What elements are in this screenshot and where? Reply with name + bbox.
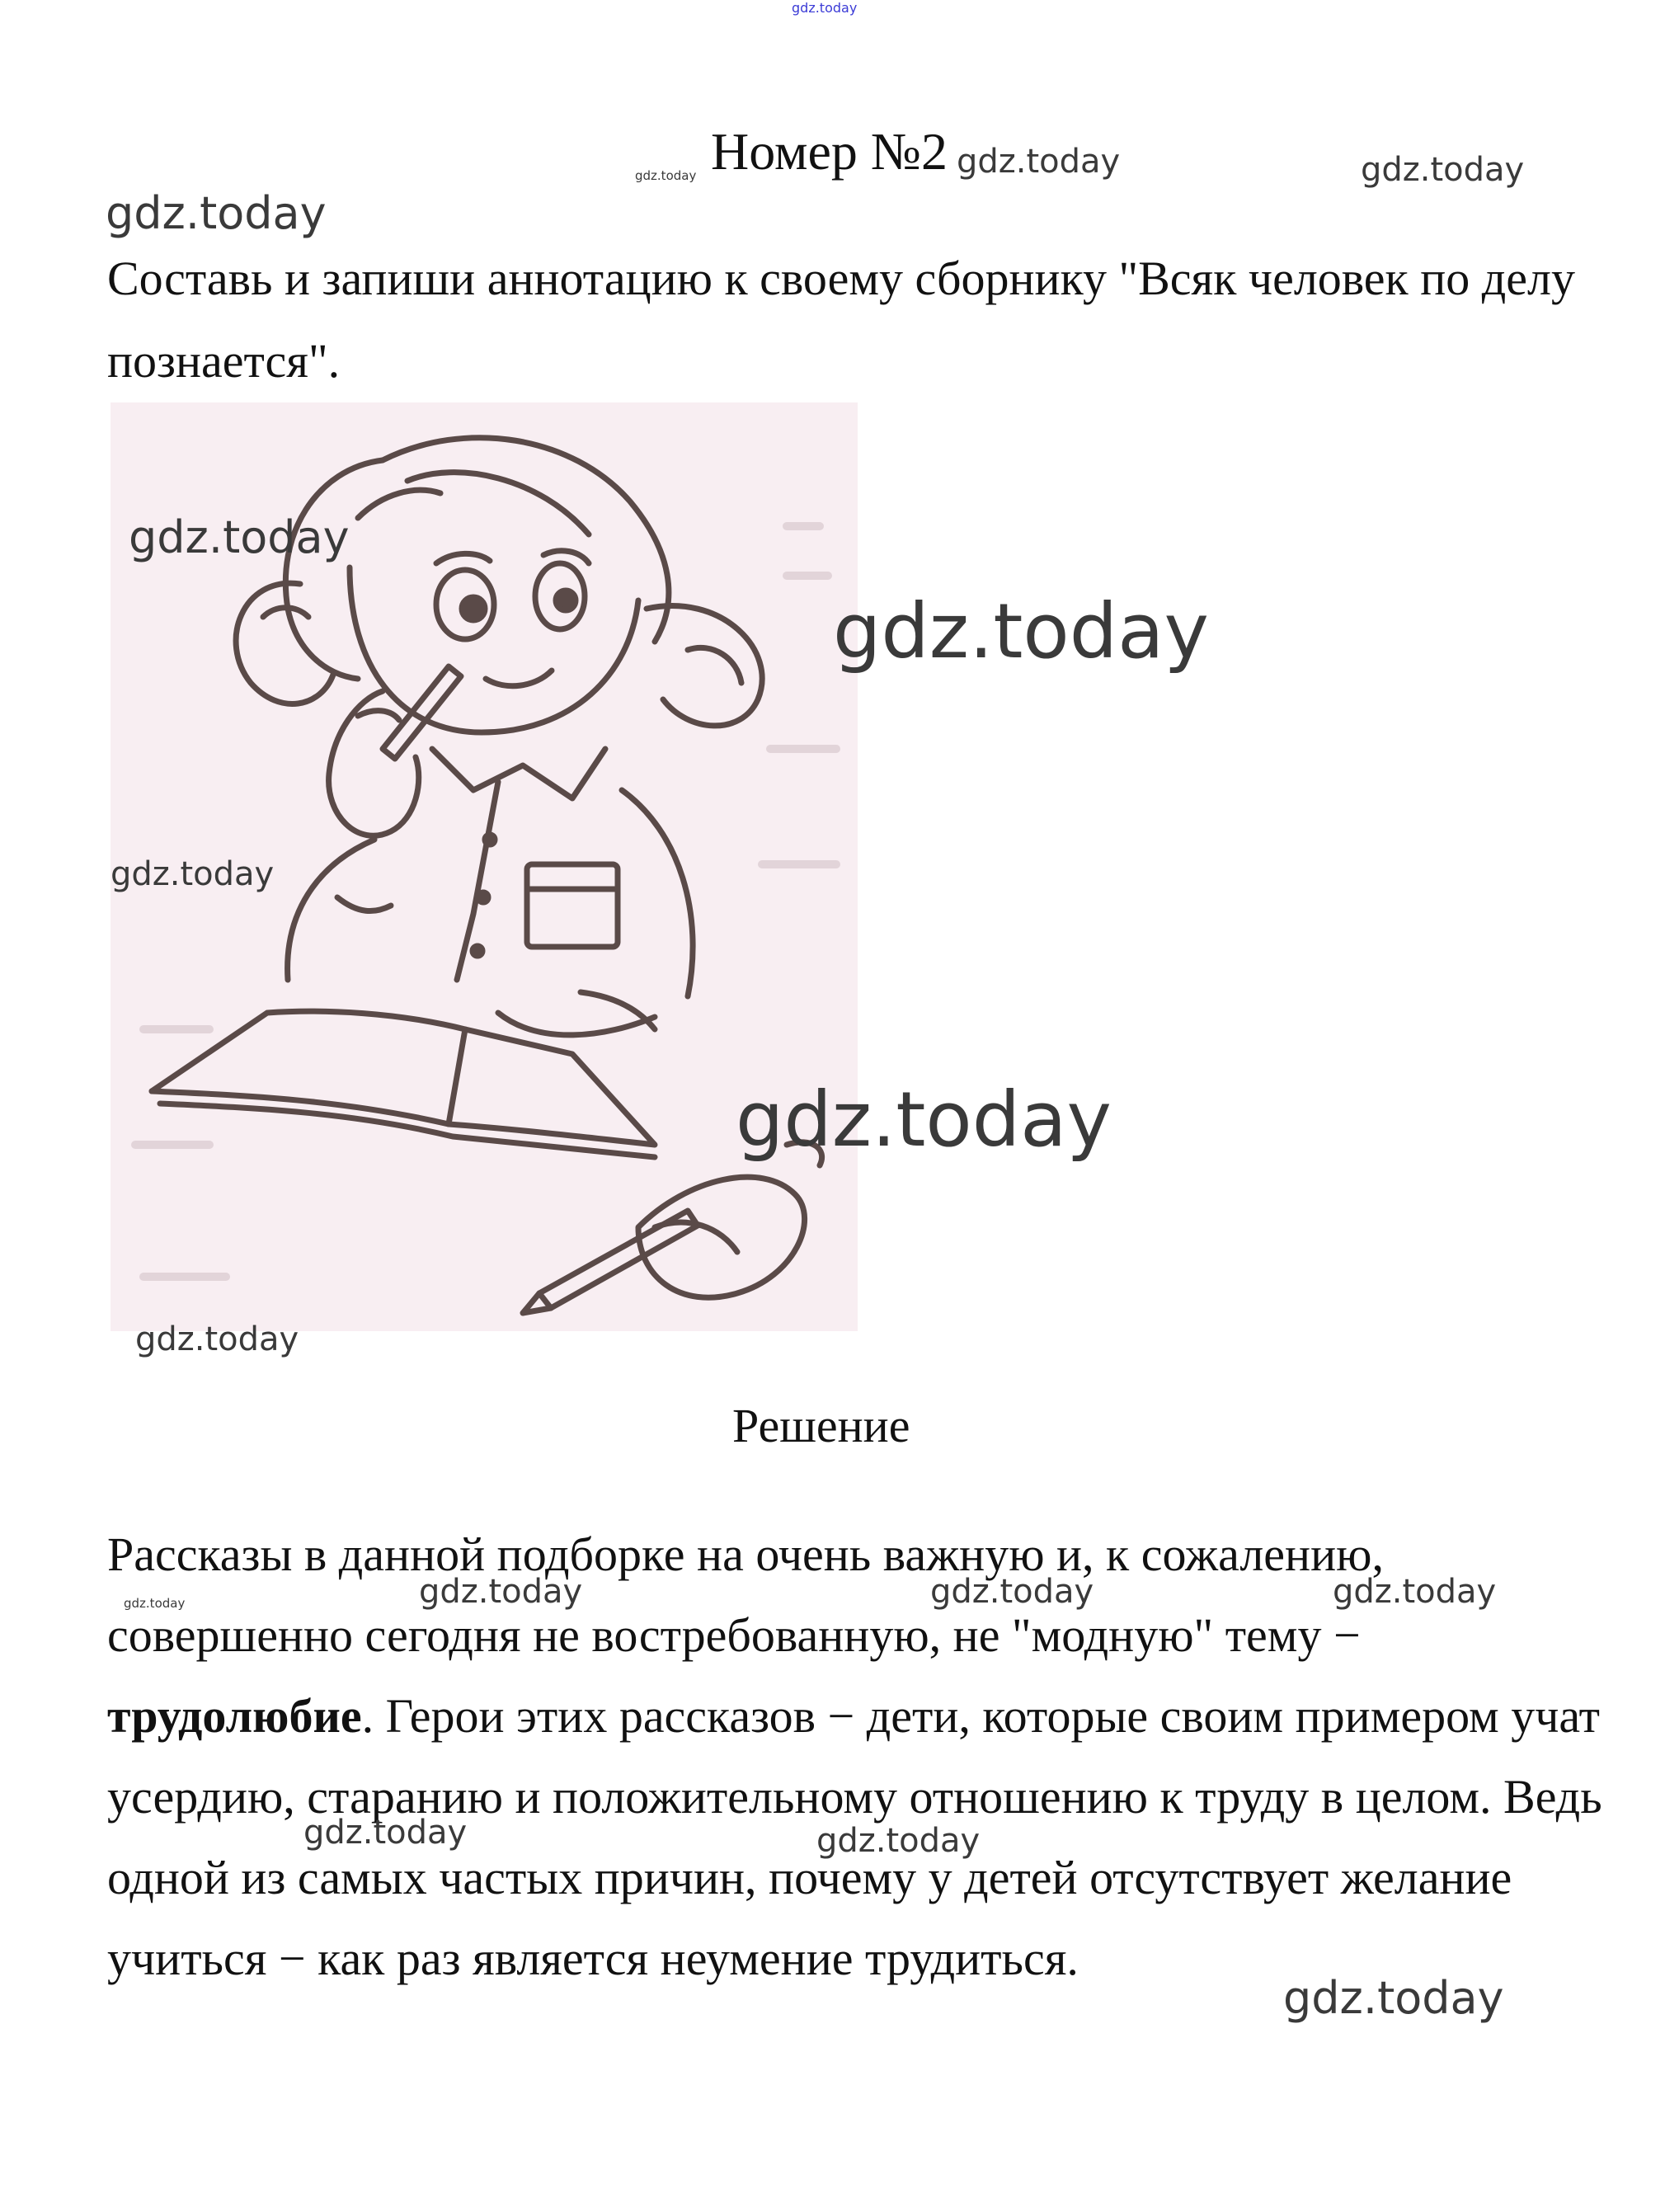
watermark: gdz.today <box>124 1596 186 1611</box>
solution-text-after: . Герои этих рассказов − дети, которые своим примером учат усердию, старанию и положительному отношению к труду в целом. Ведь одной из самых частых причин, почему у детей отсутствует желание учиться − как раз является неумение трудиться. <box>107 1689 1602 1985</box>
watermark: gdz.today <box>135 1320 299 1358</box>
watermark: gdz.today <box>957 143 1121 181</box>
watermark: gdz.today <box>129 511 350 563</box>
watermark: gdz.today <box>303 1814 468 1852</box>
solution-text-before: Рассказы в данной подборке на очень важную и, к сожалению, совершенно сегодня не востребованную, не "модную" тему − <box>107 1527 1384 1662</box>
watermark: gdz.today <box>930 1573 1094 1611</box>
watermark: gdz.today <box>1333 1573 1497 1611</box>
watermark: gdz.today <box>419 1573 583 1611</box>
watermark: gdz.today <box>635 168 697 183</box>
watermark: gdz.today <box>833 587 1209 675</box>
watermark: gdz.today <box>111 855 275 893</box>
watermark: gdz.today <box>816 1822 981 1860</box>
watermark: gdz.today <box>1283 1972 1504 2024</box>
solution-keyword: трудолюбие <box>107 1689 362 1743</box>
page-title: Номер №2 <box>711 122 948 181</box>
watermark: gdz.today <box>106 187 327 239</box>
task-text: Составь и запиши аннотацию к своему сборнику "Всяк человек по делу познается". <box>107 252 1575 388</box>
solution-title: Решение <box>732 1399 910 1452</box>
watermark: gdz.today <box>736 1075 1112 1164</box>
watermark: gdz.today <box>1361 151 1525 189</box>
watermark-top: gdz.today <box>792 0 858 16</box>
